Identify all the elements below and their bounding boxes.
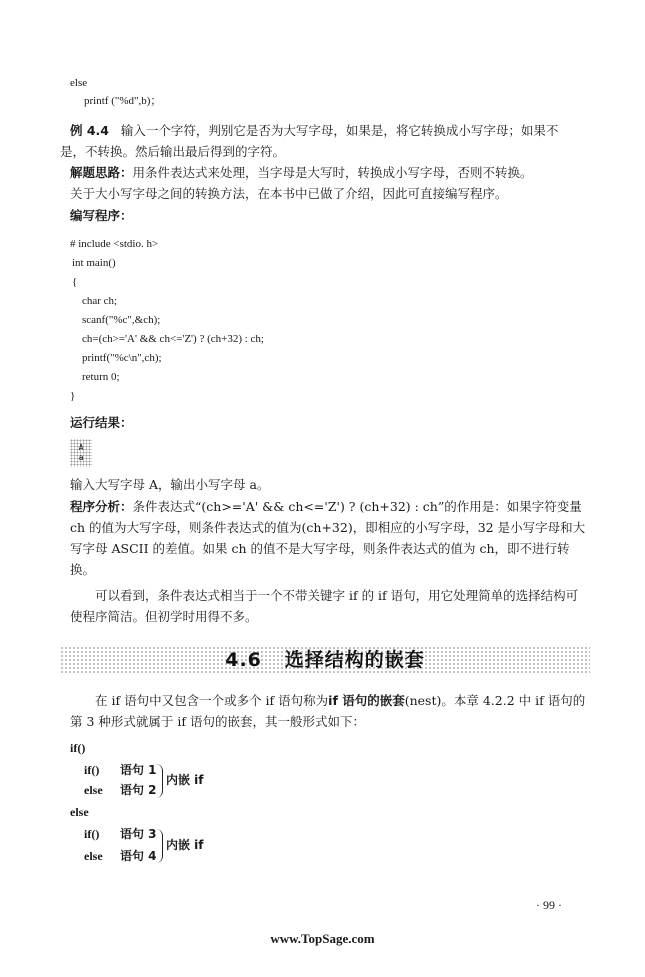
nest-stmt2: 语句 2: [120, 783, 157, 797]
approach-label: 解题思路：: [70, 165, 133, 180]
section-intro: [70, 690, 590, 732]
analysis-label: 程序分析：: [70, 499, 133, 514]
nest-embedded-label-2: 内嵌 if: [166, 838, 204, 852]
page-number: · 99 ·: [536, 898, 562, 912]
intro-after: (nest)。本章 4.2.2 中 if 语句的第 3 种形式就属于 if 语句的嵌套，其一般形式如下：: [70, 693, 586, 729]
intro-bold: if 语句的嵌套: [328, 693, 405, 708]
nest-outer-if: if(): [70, 741, 86, 755]
section-heading: [60, 646, 590, 674]
example-text-1: 输入一个字符，判别它是否为大写字母，如果是，将它转换成小写字母；如果不: [120, 123, 559, 138]
run-result-screenshot: [70, 439, 92, 467]
nest-outer-else: else: [70, 805, 89, 819]
analysis-paragraph: [70, 496, 590, 580]
run-result-label: 运行结果：: [70, 415, 133, 430]
code-else: else: [70, 77, 88, 89]
example-line-1: [70, 120, 558, 141]
conclusion-paragraph: 可以看到，条件表达式相当于一个不带关键字 if 的 if 语句，用它处理简单的选择结构可使程序简洁。但初学时用得不多。: [70, 588, 579, 624]
nest-inner1-if: if(): [84, 763, 100, 777]
example-text-2: 是，不转换。然后输出最后得到的字符。: [60, 144, 286, 159]
nest-inner2-else: else: [84, 849, 103, 863]
brace-1: [156, 764, 163, 798]
code-line: return 0;: [82, 371, 120, 383]
nest-stmt4: 语句 4: [120, 849, 157, 863]
nest-inner2-if: if(): [84, 827, 100, 841]
nest-stmt1: 语句 1: [120, 763, 157, 777]
intro-before: 在 if 语句中又包含一个或多个 if 语句称为: [95, 693, 329, 708]
code-printf: printf ("%d",b)；: [84, 95, 162, 107]
code-line: # include <stdio. h>: [70, 238, 159, 250]
code-line: char ch;: [82, 295, 118, 307]
nest-stmt3: 语句 3: [120, 827, 157, 841]
code-line: scanf("%c",&ch);: [82, 314, 161, 326]
approach-note: 关于大小写字母之间的转换方法，在本书中已做了介绍，因此可直接编写程序。: [70, 186, 508, 201]
section-title: 选择结构的嵌套: [284, 649, 425, 671]
example-label: 例 4.4: [70, 123, 109, 138]
code-line: {: [72, 276, 78, 288]
run-result-input: A: [78, 443, 84, 452]
approach-text: 用条件表达式来处理，当字母是大写时，转换成小写字母，否则不转换。: [132, 165, 533, 180]
section-number: 4.6: [225, 649, 262, 671]
footer-url[interactable]: www.TopSage.com: [270, 931, 375, 946]
code-line: int main(): [72, 257, 116, 269]
nest-embedded-label-1: 内嵌 if: [166, 773, 204, 787]
run-result-text: 输入大写字母 A，输出小写字母 a。: [70, 477, 270, 492]
nest-inner1-else: else: [84, 783, 103, 797]
brace-2: [156, 829, 163, 863]
approach-line: [70, 162, 533, 183]
write-program-label: 编写程序：: [70, 208, 133, 223]
code-line: ch=(ch>='A' && ch<='Z') ? (ch+32) : ch;: [82, 333, 264, 345]
code-line: printf("%c\n",ch);: [82, 352, 162, 364]
code-line: }: [70, 390, 76, 402]
analysis-text: 条件表达式“(ch>='A' && ch<='Z') ? (ch+32) : ch”的作用是：如果字符变量 ch 的值为大写字母，则条件表达式的值为(ch+32)，即相应的小写字母，32 是小写字母和大写字母 ASCII 的差值。如果 ch 的值不是大写字母，则条件表达式的值为 ch，即不进行转换。: [70, 499, 586, 577]
section-banner: [60, 646, 590, 674]
run-result-output: a: [78, 453, 84, 462]
